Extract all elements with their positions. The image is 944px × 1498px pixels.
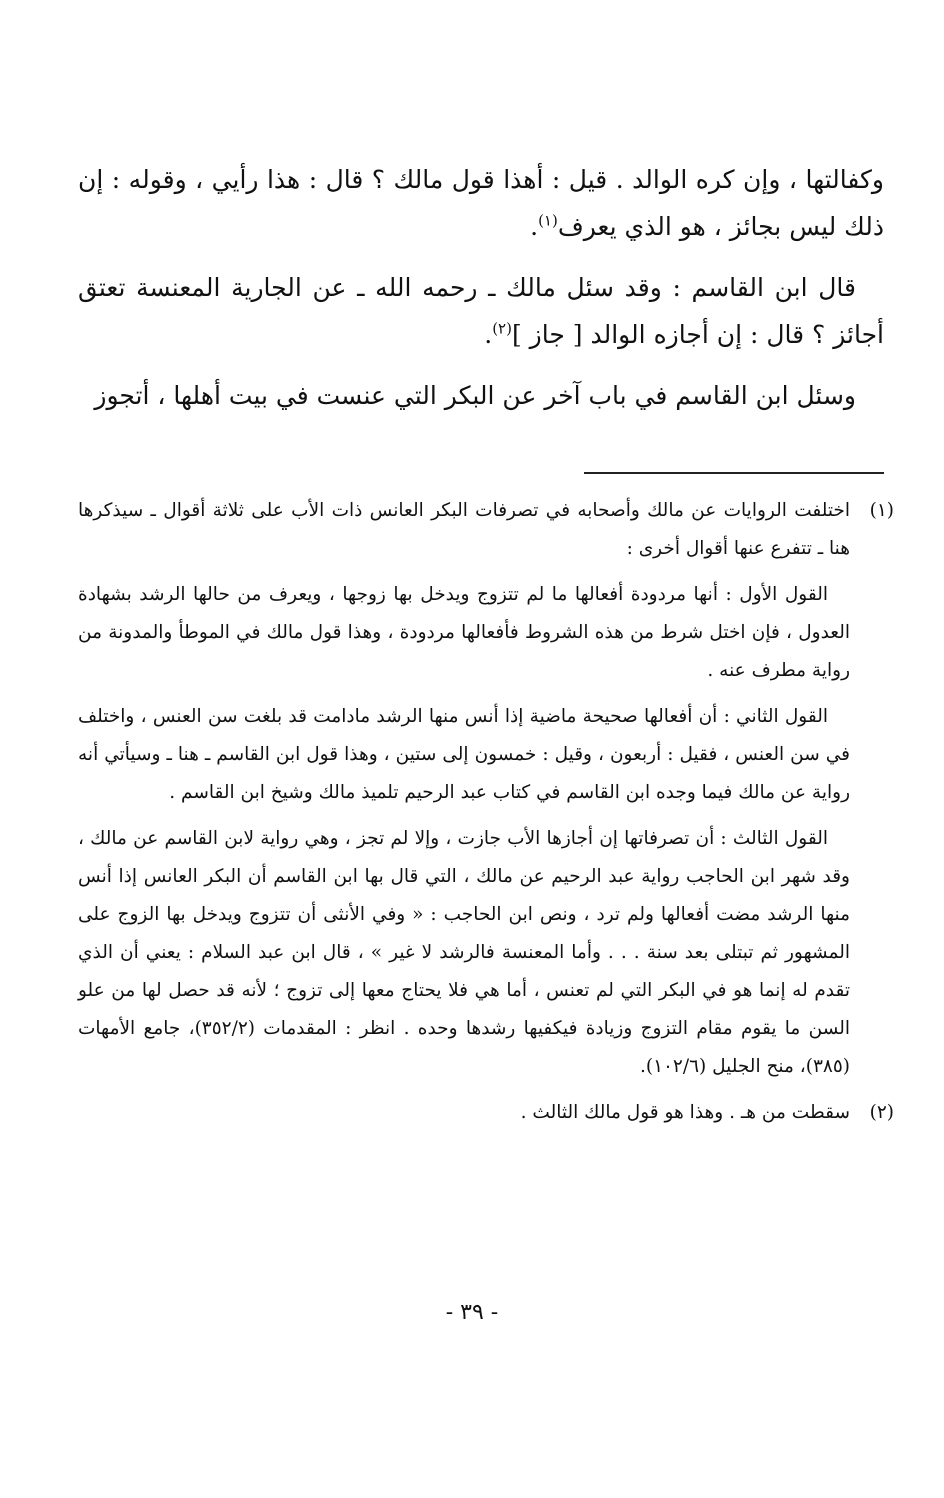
footnotes (78, 492, 894, 1140)
footnote-ref-1: (١) (538, 211, 558, 230)
footnote-1-intro: اختلفت الروايات عن مالك وأصحابه في تصرفات البكر العانس ذات الأب على ثلاثة أقوال ـ سيذكرها هنا ـ تتفرع عنها أقوال أخرى : (78, 500, 850, 559)
footnote-1-number: (١) (869, 500, 894, 521)
main-paragraph-2-end: . (484, 320, 493, 349)
main-paragraph-2-text: قال ابن القاسم : وقد سئل مالك ـ رحمه الله ـ عن الجارية المعنسة تعتق أجائز ؟ قال : إن أجازه الوالد [ جاز ] (78, 273, 884, 349)
main-paragraph-1-end: . (530, 212, 539, 241)
footnote-ref-2: (٢) (492, 319, 512, 338)
page-number: - ٣٩ - (445, 1300, 499, 1325)
footnote-1 (78, 492, 894, 1086)
main-paragraph-3: وسئل ابن القاسم في باب آخر عن البكر التي عنست في بيت أهلها ، أتجوز (94, 381, 856, 410)
main-paragraph-1 (78, 156, 884, 250)
footnote-1-second-opinion: القول الثاني : أن أفعالها صحيحة ماضية إذا أنس منها الرشد مادامت قد بلغت سن العنس ، واختلف في سن العنس ، فقيل : أربعون ، وقيل : خمسون إلى ستين ، وهذا قول ابن القاسم ـ هنا ـ وسيأتي أنه رواية عن مالك فيما وجده ابن القاسم في كتاب عبد الرحيم تلميذ مالك وشيخ ابن القاسم . (78, 706, 850, 803)
footnote-1-third-opinion: القول الثالث : أن تصرفاتها إن أجازها الأب جازت ، وإلا لم تجز ، وهي رواية لابن القاسم عن مالك ، وقد شهر ابن الحاجب رواية عبد الرحيم عن مالك ، التي قال بها ابن القاسم أن البكر العانس إذا أنس منها الرشد مضت أفعالها ولم ترد ، ونص ابن الحاجب : « وفي الأنثى أن تتزوج ويدخل بها الزوج على المشهور ثم تبتلى بعد سنة . . . وأما المعنسة فالرشد لا غير » ، قال ابن عبد السلام : يعني أن الذي تقدم له إنما هو في البكر التي لم تعنس ، أما هي فلا يحتاج معها إلى تزوج ؛ لأنه قد حصل لها من علو السن ما يقوم مقام التزوج وزيادة فيكفيها رشدها وحده . انظر : المقدمات (٣٥٢/٢)، جامع الأمهات (٣٨٥)، منح الجليل (١٠٢/٦). (78, 828, 850, 1077)
main-paragraph-2 (78, 264, 884, 358)
main-paragraph-1-text: وكفالتها ، وإن كره الوالد . قيل : أهذا قول مالك ؟ قال : هذا رأيي ، وقوله : إن ذلك ليس بجائز ، هو الذي يعرف (78, 165, 884, 241)
main-text (78, 156, 884, 433)
footnote-2 (78, 1094, 894, 1132)
footnote-2-number: (٢) (869, 1102, 894, 1123)
footnote-2-text: سقطت من هـ . وهذا هو قول مالك الثالث . (520, 1102, 850, 1123)
footnote-1-first-opinion: القول الأول : أنها مردودة أفعالها ما لم تتزوج ويدخل بها زوجها ، ويعرف من حالها الرشد بشهادة العدول ، فإن اختل شرط من هذه الشروط فأفعالها مردودة ، وهذا قول مالك في الموطأ والمدونة من رواية مطرف عنه . (78, 584, 850, 681)
footnote-separator (584, 472, 884, 474)
